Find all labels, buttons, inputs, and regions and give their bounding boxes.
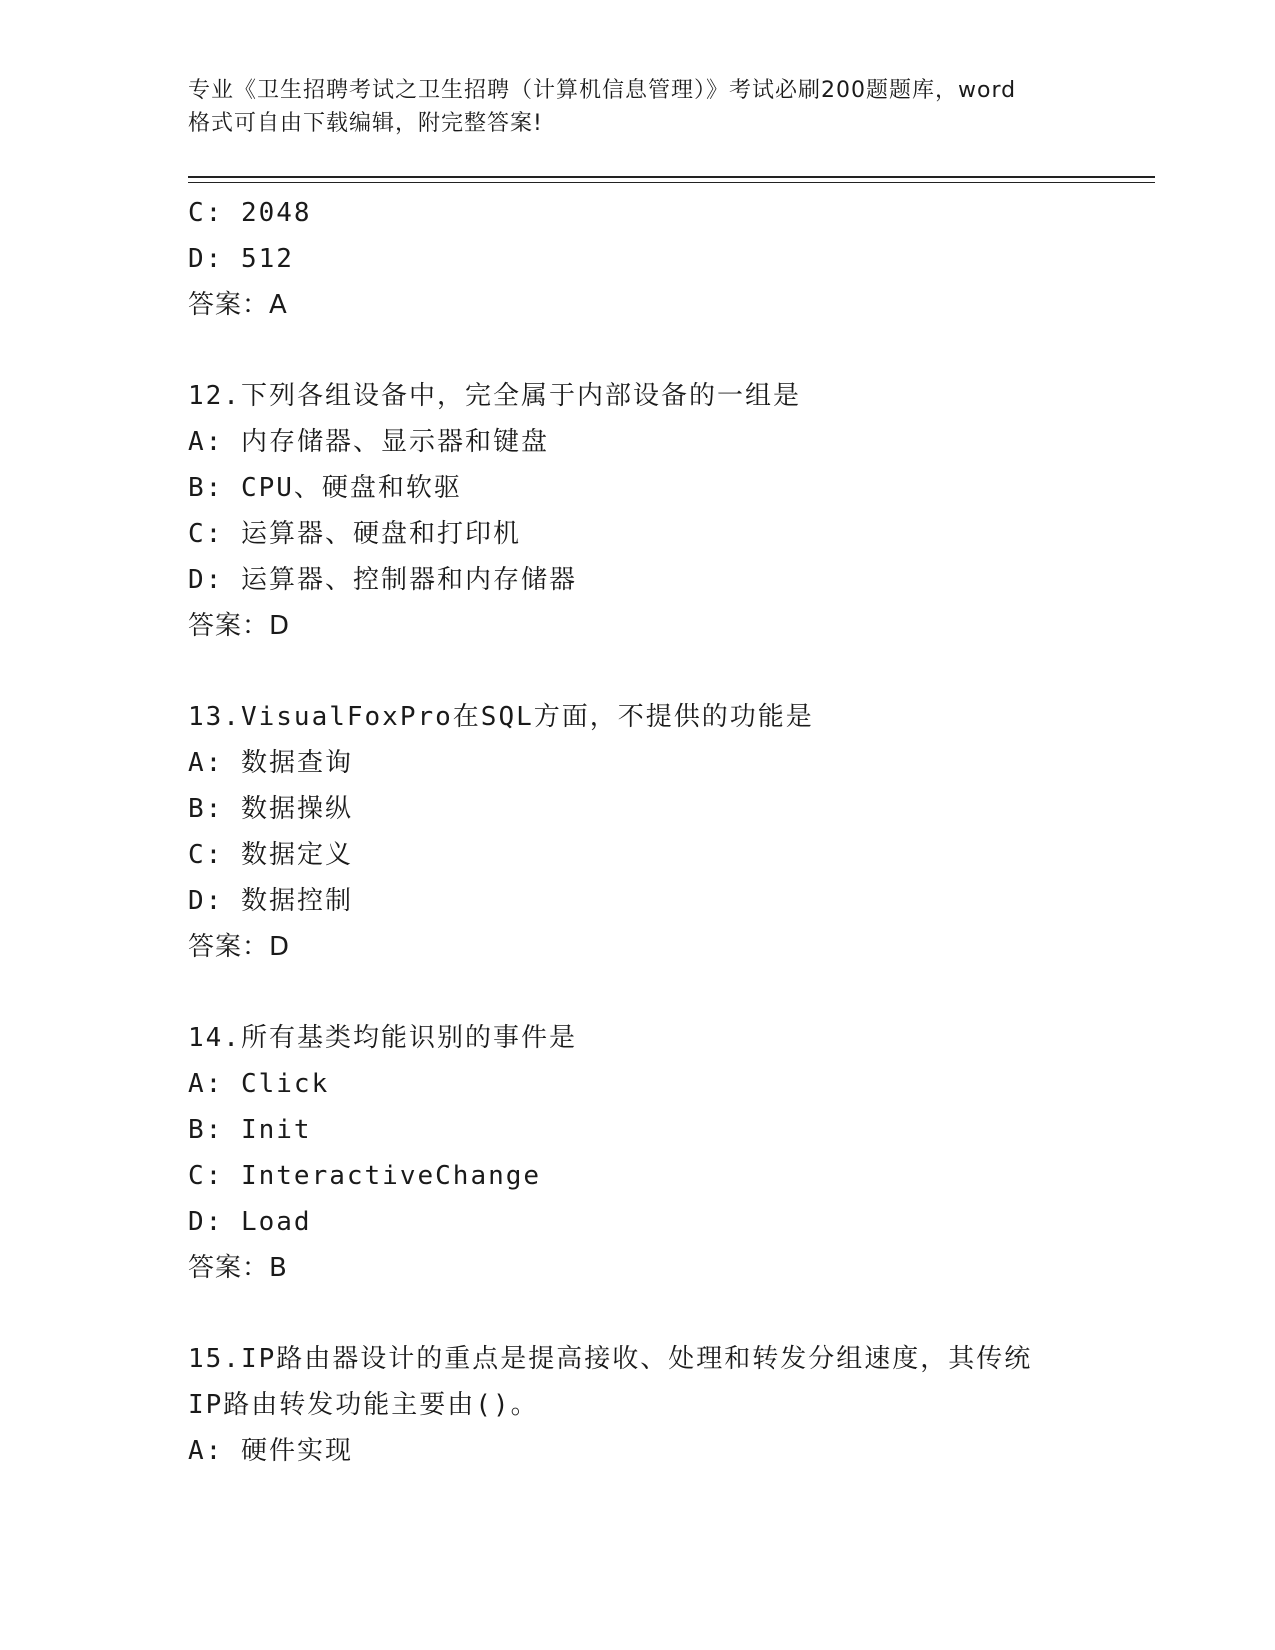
option-a: A: 硬件实现 bbox=[188, 1436, 353, 1466]
answer: 答案：D bbox=[188, 611, 291, 641]
question-14 bbox=[188, 1015, 1148, 1291]
question-text: 14.所有基类均能识别的事件是 bbox=[188, 1023, 577, 1053]
header-line-2: 格式可自由下载编辑，附完整答案! bbox=[188, 111, 543, 136]
option-c: C: 运算器、硬盘和打印机 bbox=[188, 519, 521, 549]
option-d: D: Load bbox=[188, 1207, 312, 1237]
document-header bbox=[188, 74, 1088, 140]
option-d: D: 数据控制 bbox=[188, 886, 353, 916]
option-c: C: 数据定义 bbox=[188, 840, 353, 870]
option-c: C: InteractiveChange bbox=[188, 1161, 542, 1191]
option-d: D: 512 bbox=[188, 244, 294, 274]
header-rule-thick bbox=[188, 176, 1155, 178]
question-list bbox=[188, 190, 1148, 1474]
option-b: B: 数据操纵 bbox=[188, 794, 353, 824]
question-12 bbox=[188, 373, 1148, 649]
option-a: A: 数据查询 bbox=[188, 748, 353, 778]
question-prev bbox=[188, 190, 1148, 328]
question-13 bbox=[188, 694, 1148, 970]
option-a: A: 内存储器、显示器和键盘 bbox=[188, 427, 549, 457]
option-a: A: Click bbox=[188, 1069, 330, 1099]
option-b: B: CPU、硬盘和软驱 bbox=[188, 473, 462, 503]
option-b: B: Init bbox=[188, 1115, 312, 1145]
question-text-line-2: IP路由转发功能主要由()。 bbox=[188, 1390, 539, 1420]
header-rule-thin bbox=[188, 182, 1155, 183]
answer: 答案：B bbox=[188, 1253, 288, 1283]
option-d: D: 运算器、控制器和内存储器 bbox=[188, 565, 577, 595]
question-15 bbox=[188, 1336, 1148, 1474]
answer: 答案：A bbox=[188, 290, 288, 320]
question-text-line-1: 15.IP路由器设计的重点是提高接收、处理和转发分组速度，其传统 bbox=[188, 1344, 1033, 1374]
option-c: C: 2048 bbox=[188, 198, 312, 228]
question-text: 13.VisualFoxPro在SQL方面，不提供的功能是 bbox=[188, 702, 814, 732]
header-line-1: 专业《卫生招聘考试之卫生招聘（计算机信息管理）》考试必刷200题题库，word bbox=[188, 78, 1017, 103]
question-text: 12.下列各组设备中，完全属于内部设备的一组是 bbox=[188, 381, 801, 411]
answer: 答案：D bbox=[188, 932, 291, 962]
